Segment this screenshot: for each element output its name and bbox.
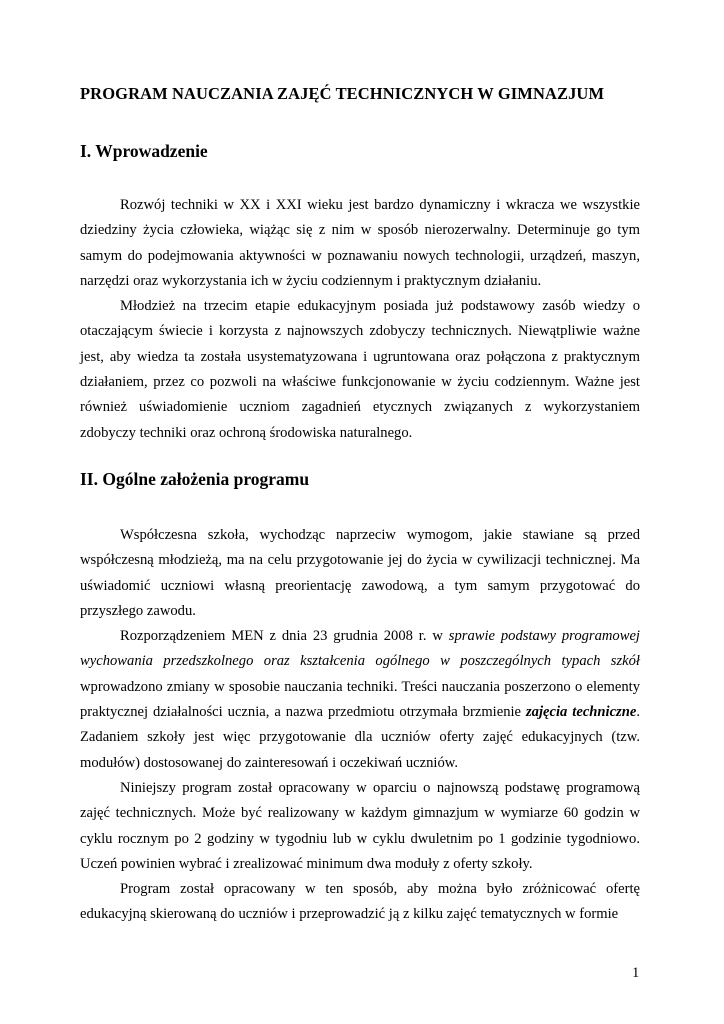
- subject-name: zajęcia techniczne: [526, 704, 637, 721]
- document-title: PROGRAM NAUCZANIA ZAJĘĆ TECHNICZNYCH W GIMNAZJUM: [80, 84, 605, 103]
- text-span: . Zadaniem szkoły jest więc przygotowanie dla uczniów oferty zajęć edukacyjnych (tzw. modułów) dostosowanej do zainteresowań i oczekiwań uczniów.: [80, 704, 640, 771]
- paragraph: Niniejszy program został opracowany w oparciu o najnowszą podstawę programową zajęć technicznych. Może być realizowany w każdym gimnazjum w wymiarze 60 godzin w cyklu rocznym po 2 godziny w tygodniu lub w cyklu dwuletnim po 1 godzinie tygodniowo. Uczeń powinien wybrać i zrealizować minimum dwa moduły z oferty szkoły.: [80, 779, 640, 872]
- section-body-introduction: [80, 193, 640, 446]
- text-span: Rozporządzeniem MEN z dnia 23 grudnia 2008 r. w: [120, 628, 449, 645]
- section-heading-introduction: I. Wprowadzenie: [80, 141, 208, 161]
- page-number: 1: [632, 965, 640, 981]
- text-span: wprowadzono zmiany w sposobie nauczania techniki. Treści nauczania poszerzono o elementy praktycznej działalności ucznia, a nazwa przedmiotu otrzymała brzmienie: [80, 678, 640, 721]
- paragraph-regulation: [80, 624, 640, 776]
- section-heading-general-assumptions: II. Ogólne założenia programu: [80, 469, 310, 489]
- section-body-general-assumptions: [80, 523, 640, 928]
- paragraph: Współczesna szkoła, wychodząc naprzeciw wymogom, jakie stawiane są przed współczesną młodzieżą, ma na celu przygotowanie jej do życia w cywilizacji technicznej. Ma uświadomić uczniowi własną preorientację zawodową, a tym samym przygotować do przyszłego zawodu.: [80, 527, 640, 619]
- paragraph: Młodzież na trzecim etapie edukacyjnym posiada już podstawowy zasób wiedzy o otaczającym świecie i korzysta z najnowszych zdobyczy technicznych. Niewątpliwie ważne jest, aby wiedza ta została usystematyzowana i ugruntowana oraz połączona z praktycznym działaniem, przez co pozwoli na właściwe funkcjonowanie w życiu codziennym. Ważne jest również uświadomienie uczniom zagadnień etycznych związanych z wykorzystaniem zdobyczy techniki oraz ochroną środowiska naturalnego.: [80, 298, 640, 441]
- paragraph: Program został opracowany w ten sposób, aby można było zróżnicować ofertę edukacyjną skierowaną do uczniów i przeprowadzić ją z kilku zajęć tematycznych w formie: [80, 881, 640, 923]
- regulation-title: sprawie podstawy programowej wychowania przedszkolnego oraz kształcenia ogólnego w poszczególnych typach szkół: [80, 628, 640, 670]
- paragraph: Rozwój techniki w XX i XXI wieku jest bardzo dynamiczny i wkracza we wszystkie dziedziny życia człowieka, wiążąc się z nim w sposób nierozerwalny. Determinuje go tym samym do podejmowania aktywności w poznawaniu nowych technologii, urządzeń, maszyn, narzędzi oraz wykorzystania ich w życiu codziennym i praktycznym działaniu.: [80, 197, 640, 289]
